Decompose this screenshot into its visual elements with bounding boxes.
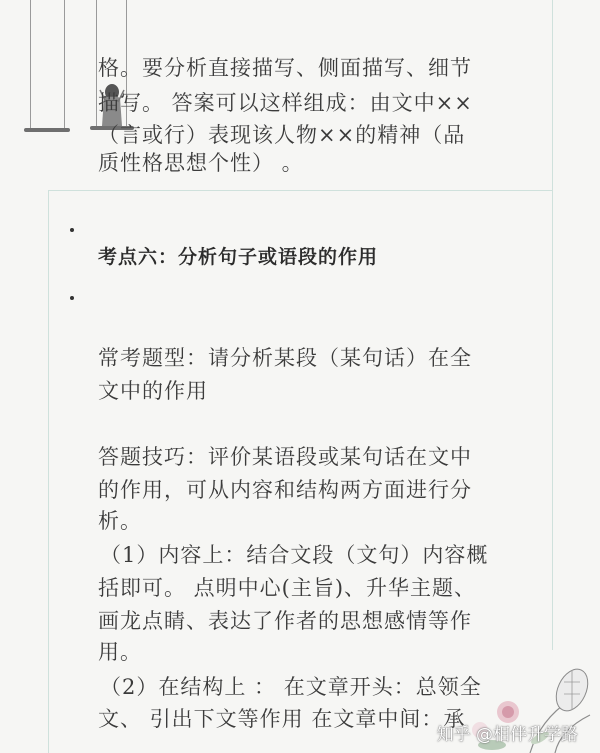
text-line: 用。 [98,640,142,664]
text-line: 的作用，可从内容和结构两方面进行分 [98,478,472,502]
frame-line-left [48,190,49,753]
bullet-dot [70,228,74,232]
frame-line-top [48,190,553,191]
text-line: 描写。 答案可以这样组成：由文中×× [98,91,473,115]
text-line: 文中的作用 [98,379,208,403]
text-line: 括即可。 点明中心(主旨)、升华主题、 [98,576,477,600]
text-line: （1）内容上：结合文段（文句）内容概 [100,543,489,567]
swing-rope-left [30,0,31,130]
swing-rope-left-2 [64,0,65,130]
text-line: 格。要分析直接描写、侧面描写、细节 [98,56,472,80]
text-line: 常考题型：请分析某段（某句话）在全 [98,346,472,370]
text-line: 画龙点睛、表达了作者的思想感情等作 [98,609,472,633]
watermark: 知乎 @相伴升学路 [436,725,578,745]
text-line: 质性格思想个性） 。 [98,151,304,175]
text-line: 答题技巧：评价某语段或某句话在文中 [98,445,472,469]
swing-seat-left [24,128,70,132]
text-line: 文、 引出下文等作用 在文章中间：承 [98,707,466,731]
text-line: （言或行）表现该人物××的精神（品 [98,123,466,147]
frame-line-right [552,0,553,650]
section-heading: 考点六：分析句子或语段的作用 [98,246,379,268]
text-line: （2）在结构上 ： 在文章开头：总领全 [100,675,482,699]
bullet-dot [70,296,74,300]
text-line: 析。 [98,509,142,533]
